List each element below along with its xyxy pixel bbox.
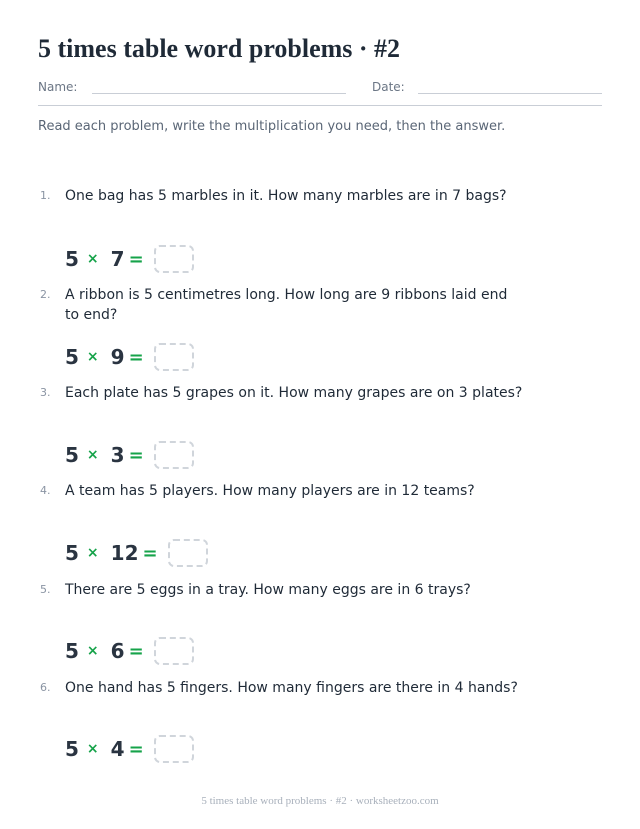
factor-b: 3 [110,443,125,467]
equals-sign: = [128,640,144,662]
problem-number: 2. [40,288,51,301]
equation-row [65,441,194,469]
answer-box[interactable] [154,343,194,371]
answer-box[interactable] [168,539,208,567]
equation-row [65,637,194,665]
factor-b: 4 [110,737,125,761]
times-sign: × [86,741,99,757]
answer-box[interactable] [154,245,194,273]
times-sign: × [86,545,99,561]
answer-box[interactable] [154,735,194,763]
factor-a: 5 [65,443,79,467]
date-label: Date: [372,80,405,94]
answer-box[interactable] [154,637,194,665]
worksheet-title: 5 times table word problems · #2 [38,34,401,63]
times-sign: × [86,447,99,463]
instructions: Read each problem, write the multiplication you need, then the answer. [38,119,506,134]
factor-a: 5 [65,345,79,369]
equals-sign: = [142,542,158,564]
factor-b: 9 [110,345,125,369]
name-label: Name: [38,80,78,94]
problem-text: One bag has 5 marbles in it. How many marbles are in 7 bags? [65,188,507,204]
problem-number: 4. [40,484,51,497]
problem-number: 6. [40,681,51,694]
equals-sign: = [128,248,144,270]
problem-number: 5. [40,583,51,596]
problem-text: One hand has 5 fingers. How many fingers are there in 4 hands? [65,680,518,696]
page-footer: 5 times table word problems · #2 · worksheetzoo.com [201,795,439,807]
equation-row [65,245,194,273]
factor-b: 6 [110,639,125,663]
problem-text: Each plate has 5 grapes on it. How many grapes are on 3 plates? [65,385,523,401]
header-divider [38,105,602,106]
equals-sign: = [128,346,144,368]
factor-a: 5 [65,639,79,663]
equals-sign: = [128,738,144,760]
times-sign: × [86,251,99,267]
equation-row [65,343,194,371]
problem-text: A team has 5 players. How many players are in 12 teams? [65,483,475,499]
equation-row [65,735,194,763]
times-sign: × [86,643,99,659]
equation-row [65,539,208,567]
problem-text: A ribbon is 5 centimetres long. How long are 9 ribbons laid end to end? [65,287,508,323]
factor-a: 5 [65,541,79,565]
factor-a: 5 [65,737,79,761]
factor-b: 12 [110,541,139,565]
times-sign: × [86,349,99,365]
problem-number: 1. [40,189,51,202]
equals-sign: = [128,444,144,466]
answer-box[interactable] [154,441,194,469]
factor-a: 5 [65,247,79,271]
date-line[interactable] [418,93,602,94]
problem-number: 3. [40,386,51,399]
name-line[interactable] [92,93,346,94]
problem-text: There are 5 eggs in a tray. How many eggs are in 6 trays? [65,582,471,598]
factor-b: 7 [110,247,125,271]
